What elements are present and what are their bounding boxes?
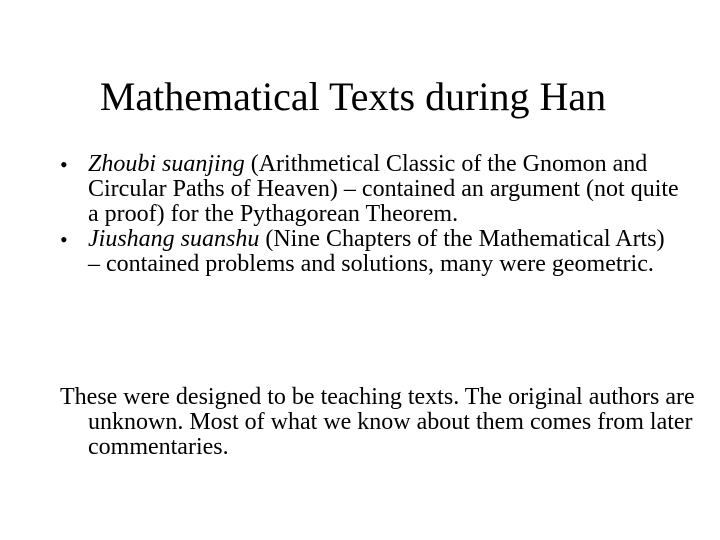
book-title: Zhoubi suanjing [88,151,245,177]
bullet-item [60,152,680,227]
bullet-marker: • [60,152,68,177]
slide-title: Mathematical Texts during Han [99,74,607,119]
bullet-text: (Arithmetical Classic of the Gnomon and Circular Paths of Heaven) – contained an argument (not quite a proof) for the Pythagorean Theorem. [88,151,679,227]
summary-paragraph: These were designed to be teaching texts. The original authors are unknown. Most of what we know about them comes from later commentaries. [60,384,695,460]
bullet-list [60,152,680,277]
bullet-item [60,227,680,277]
bullet-text: (Nine Chapters of the Mathematical Arts) – contained problems and solutions, many were geometric. [88,226,665,277]
bullet-marker: • [60,227,68,252]
book-title: Jiushang suanshu [88,226,260,252]
